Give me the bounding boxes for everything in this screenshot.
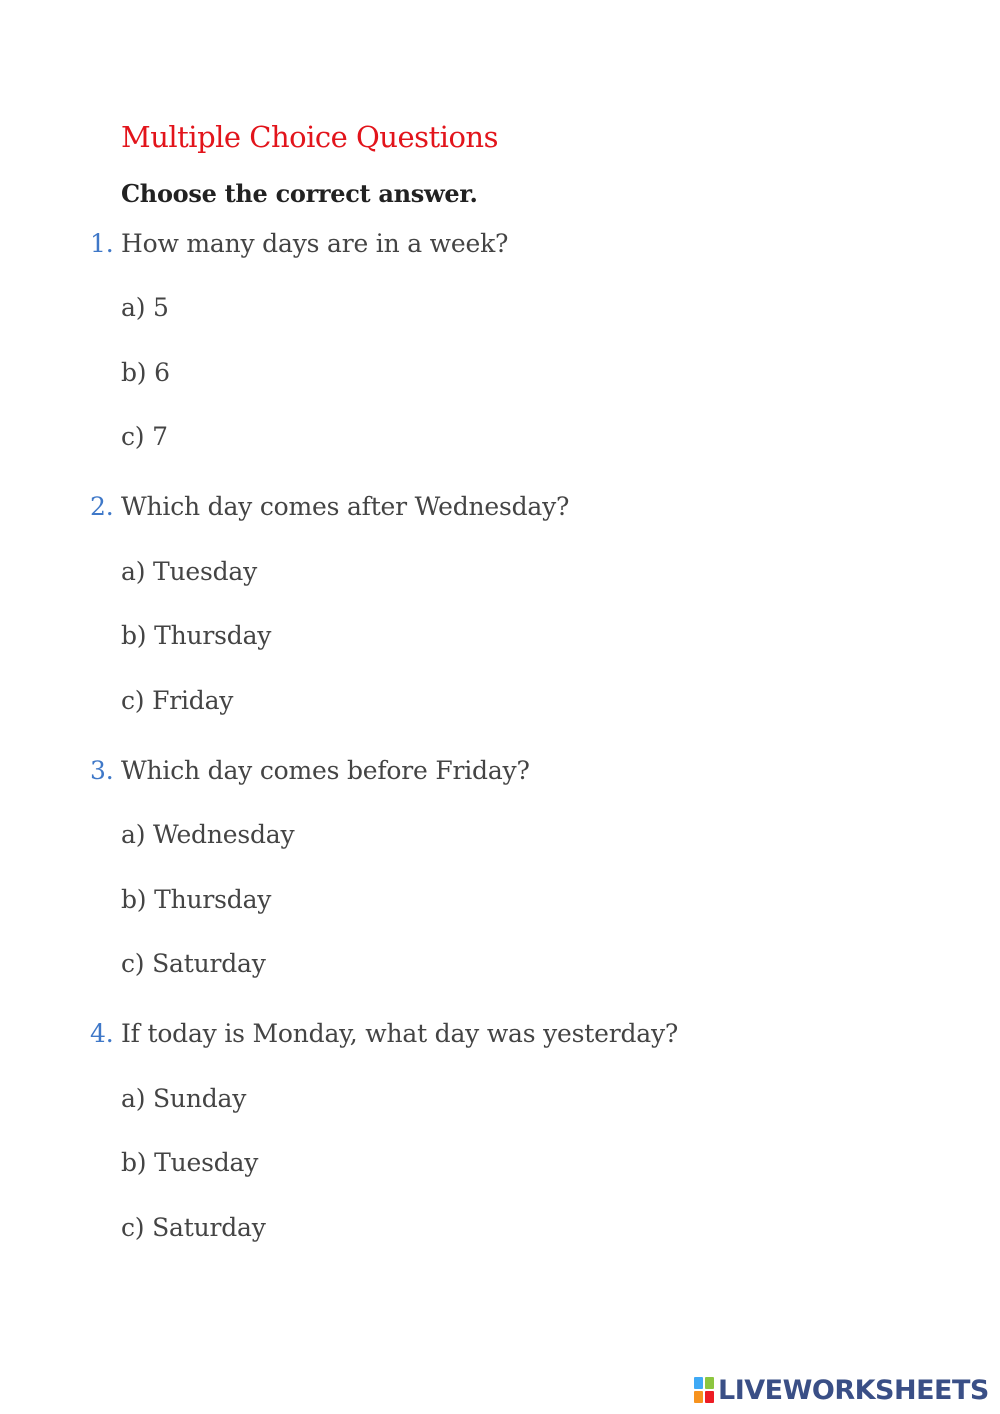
option-4c[interactable]: c) Saturday (121, 1213, 266, 1242)
question-text: Which day comes before Friday? (121, 756, 530, 785)
logo-square-icon (694, 1377, 703, 1389)
option-4b[interactable]: b) Tuesday (121, 1148, 259, 1177)
question-1 (90, 229, 508, 258)
question-4 (90, 1019, 678, 1048)
logo-square-icon (694, 1391, 703, 1403)
option-2c[interactable]: c) Friday (121, 686, 234, 715)
question-text: If today is Monday, what day was yesterday? (121, 1019, 679, 1048)
option-4a[interactable]: a) Sunday (121, 1084, 247, 1113)
question-text: How many days are in a week? (121, 229, 509, 258)
instruction-text: Choose the correct answer. (121, 179, 478, 208)
logo-square-icon (705, 1377, 714, 1389)
option-3b[interactable]: b) Thursday (121, 885, 272, 914)
question-3 (90, 756, 530, 785)
question-number: 3. (90, 756, 114, 785)
question-text: Which day comes after Wednesday? (121, 492, 570, 521)
option-1b[interactable]: b) 6 (121, 358, 170, 387)
option-2b[interactable]: b) Thursday (121, 621, 272, 650)
question-number: 4. (90, 1019, 114, 1048)
liveworksheets-icon (694, 1377, 714, 1403)
option-3c[interactable]: c) Saturday (121, 949, 266, 978)
question-2 (90, 492, 569, 521)
liveworksheets-logo[interactable] (694, 1373, 989, 1407)
option-3a[interactable]: a) Wednesday (121, 820, 295, 849)
brand-name: LIVEWORKSHEETS (718, 1374, 989, 1406)
page-title: Multiple Choice Questions (121, 120, 498, 154)
option-2a[interactable]: a) Tuesday (121, 557, 258, 586)
option-1c[interactable]: c) 7 (121, 422, 168, 451)
question-number: 1. (90, 229, 114, 258)
question-number: 2. (90, 492, 114, 521)
option-1a[interactable]: a) 5 (121, 293, 169, 322)
logo-square-icon (705, 1391, 714, 1403)
